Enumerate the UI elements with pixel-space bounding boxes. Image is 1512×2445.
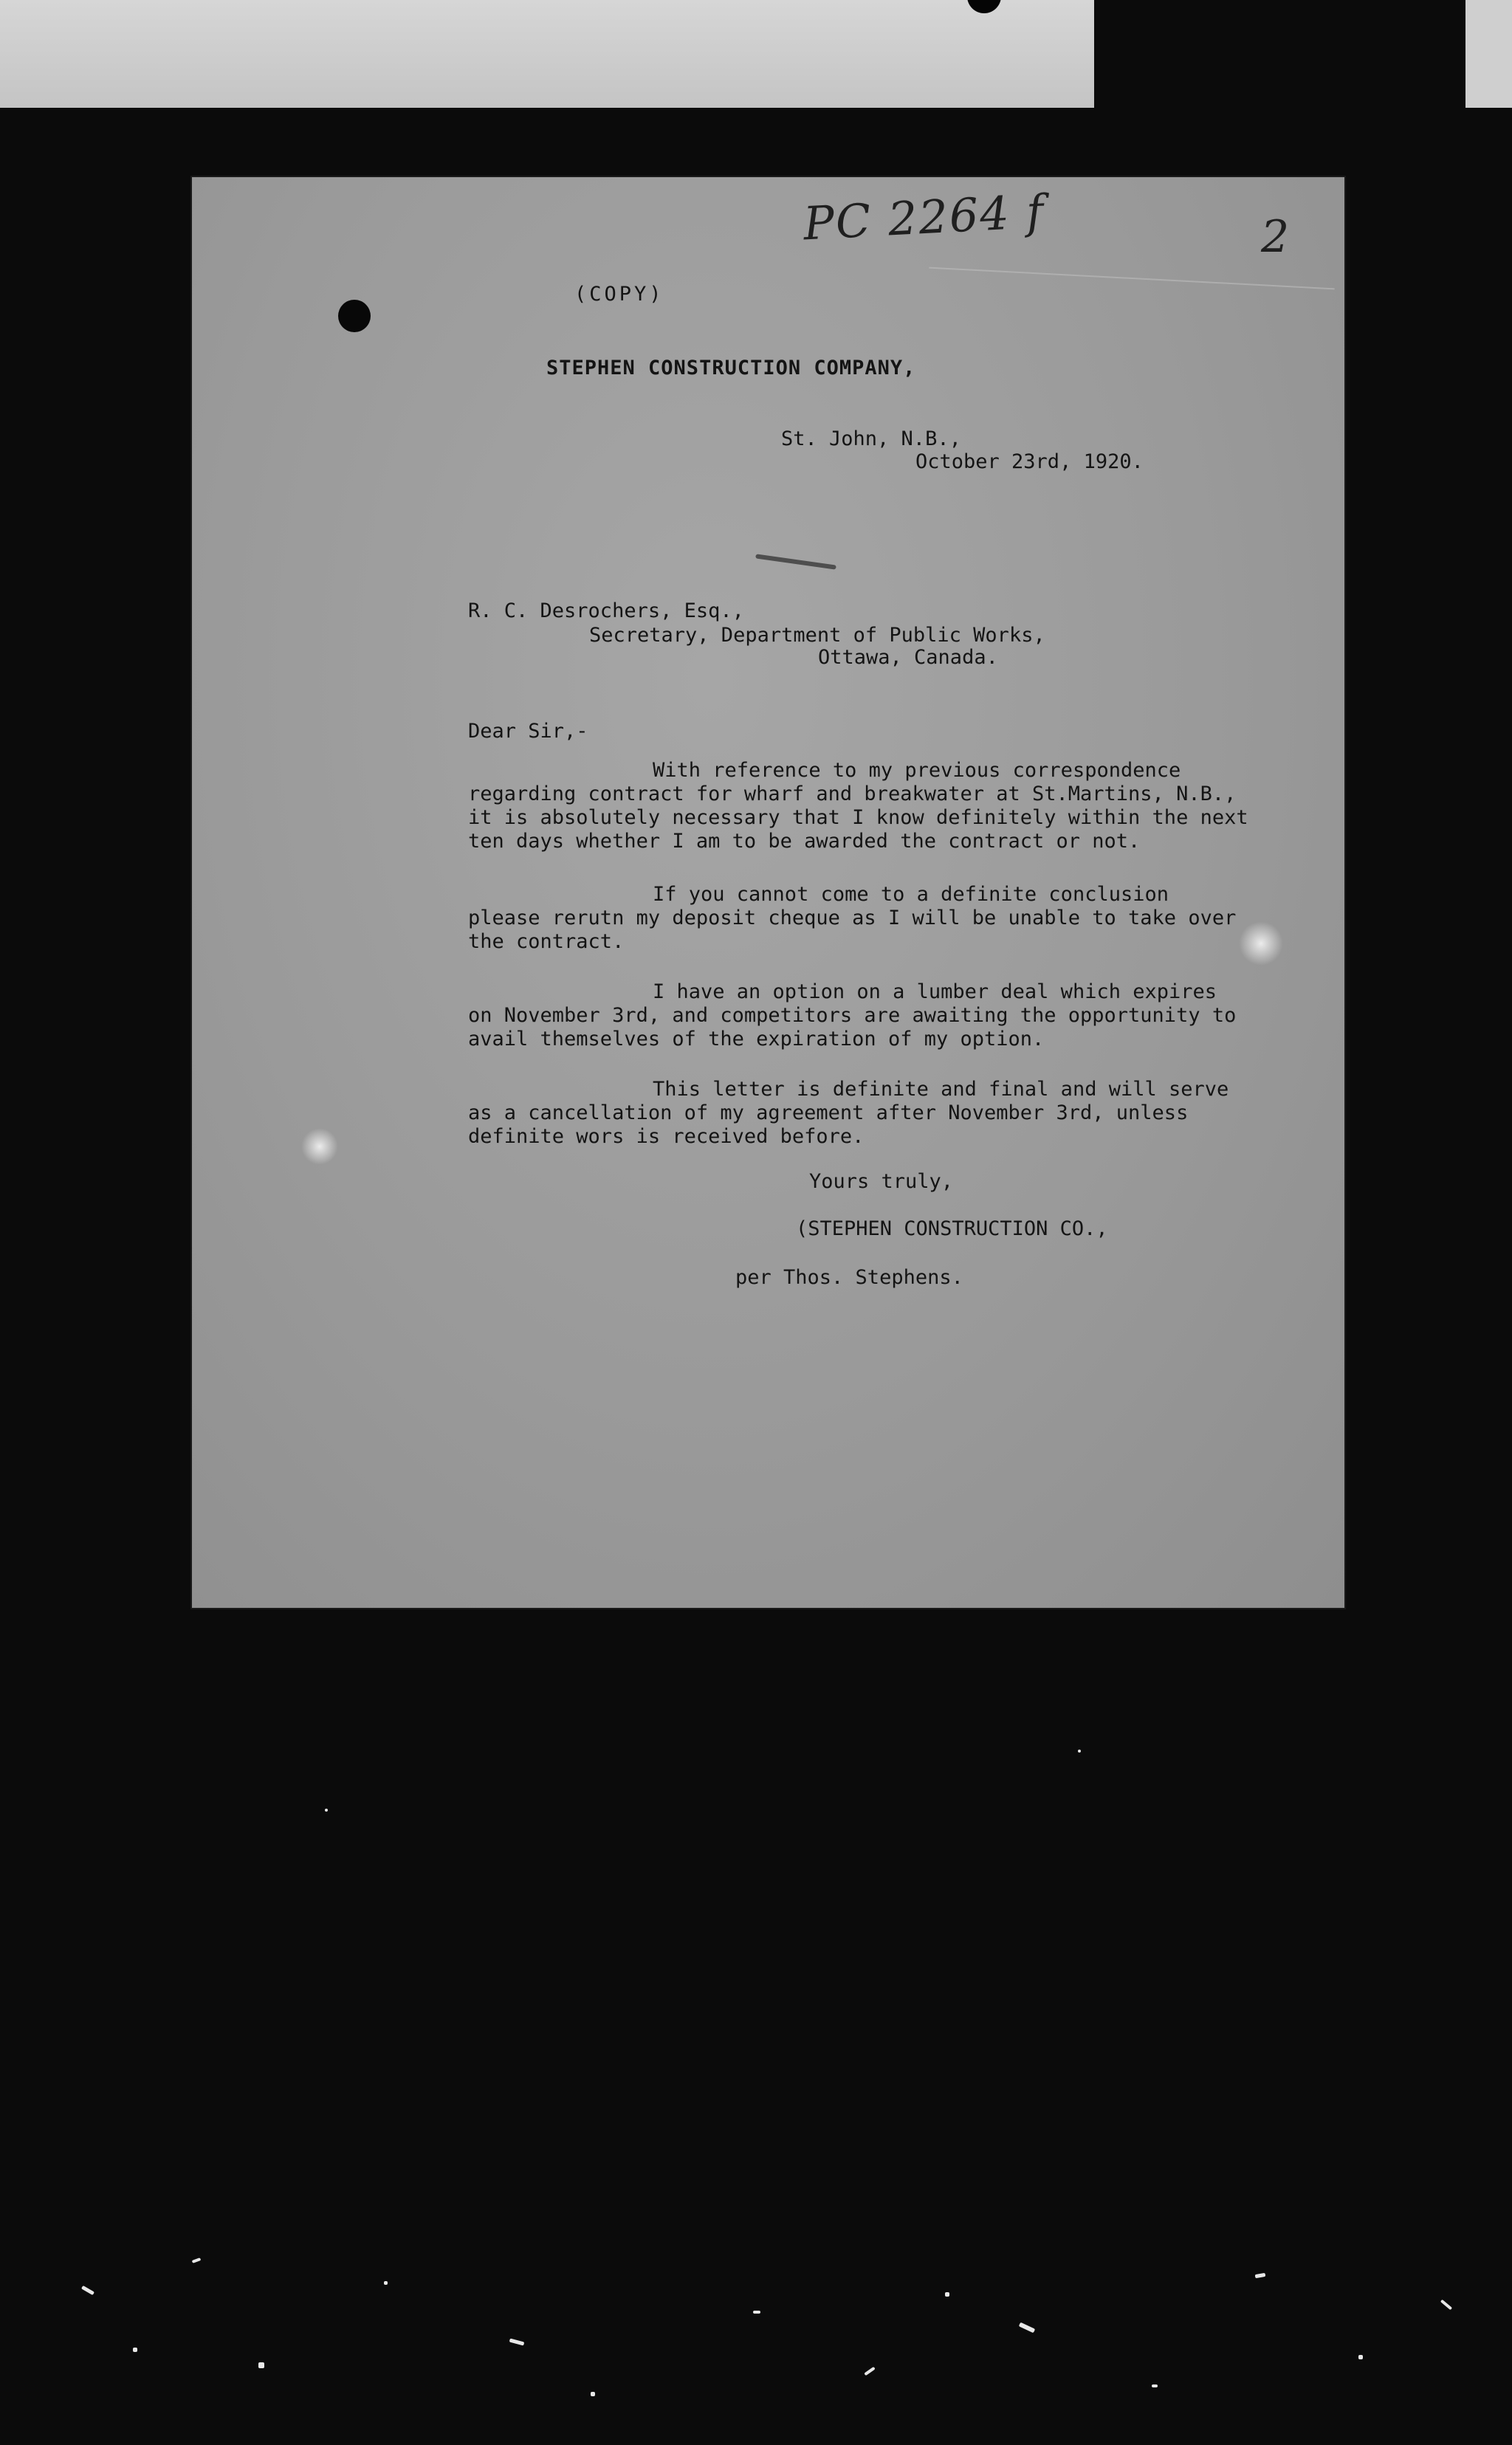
film-speck <box>864 2367 875 2376</box>
film-speck <box>133 2348 137 2352</box>
film-speck <box>753 2311 760 2314</box>
film-speck <box>81 2286 94 2295</box>
recipient-name: R. C. Desrochers, Esq., <box>468 599 744 622</box>
copy-mark: (COPY) <box>574 283 664 306</box>
adjacent-frame-right <box>1465 0 1512 108</box>
handwritten-reference: PC 2264 f <box>802 184 1046 251</box>
film-speck <box>258 2362 264 2368</box>
film-speck <box>325 1809 328 1812</box>
film-speck <box>384 2281 388 2285</box>
paragraph-text: I have an option on a lumber deal which expires on November 3rd, and competitors are awaiting the opportunity to avail themselves of the expiration of my option. <box>468 980 1237 1050</box>
pen-mark <box>755 554 836 569</box>
letter-place: St. John, N.B., <box>781 427 961 450</box>
body-paragraph <box>468 980 1251 1051</box>
adjacent-frame-left <box>0 0 1094 108</box>
body-paragraph <box>468 883 1251 954</box>
signature-name: per Thos. Stephens. <box>735 1266 963 1289</box>
letter-page <box>190 176 1346 1609</box>
light-flare <box>1239 921 1283 966</box>
signature-company: (STEPHEN CONSTRUCTION CO., <box>796 1217 1108 1240</box>
recipient-city: Ottawa, Canada. <box>818 646 998 669</box>
paragraph-text: If you cannot come to a definite conclusion please rerutn my deposit cheque as I will be unable to take over the contract. <box>468 883 1237 953</box>
film-speck <box>1440 2300 1452 2311</box>
handwritten-page-number: 2 <box>1261 211 1290 263</box>
recipient-title: Secretary, Department of Public Works, <box>589 624 1045 647</box>
film-speck <box>1019 2322 1035 2334</box>
closing: Yours truly, <box>809 1170 954 1193</box>
film-speck <box>1078 1750 1081 1753</box>
film-speck <box>1152 2384 1158 2387</box>
letter-date: October 23rd, 1920. <box>915 450 1144 473</box>
scan-artifact <box>929 267 1334 290</box>
film-speck <box>192 2257 202 2263</box>
body-paragraph <box>468 759 1251 853</box>
film-hole <box>967 0 1001 13</box>
film-speck <box>509 2338 525 2345</box>
salutation: Dear Sir,- <box>468 720 588 743</box>
light-flare <box>301 1128 338 1165</box>
body-paragraph <box>468 1078 1251 1149</box>
punch-hole <box>338 300 371 332</box>
paragraph-text: This letter is definite and final and will serve as a cancellation of my agreement after November 3rd, unless definite wors is received before. <box>468 1078 1229 1148</box>
paragraph-text: With reference to my previous correspondence regarding contract for wharf and breakwater at St.Martins, N.B., it is absolutely necessary that I know definitely within the next ten days whether I am to be awarded the contract or not. <box>468 759 1248 853</box>
film-speck <box>1358 2355 1363 2359</box>
company-heading: STEPHEN CONSTRUCTION COMPANY, <box>546 357 916 379</box>
film-speck <box>1255 2273 1266 2278</box>
film-speck <box>945 2292 949 2297</box>
film-speck <box>591 2392 595 2396</box>
